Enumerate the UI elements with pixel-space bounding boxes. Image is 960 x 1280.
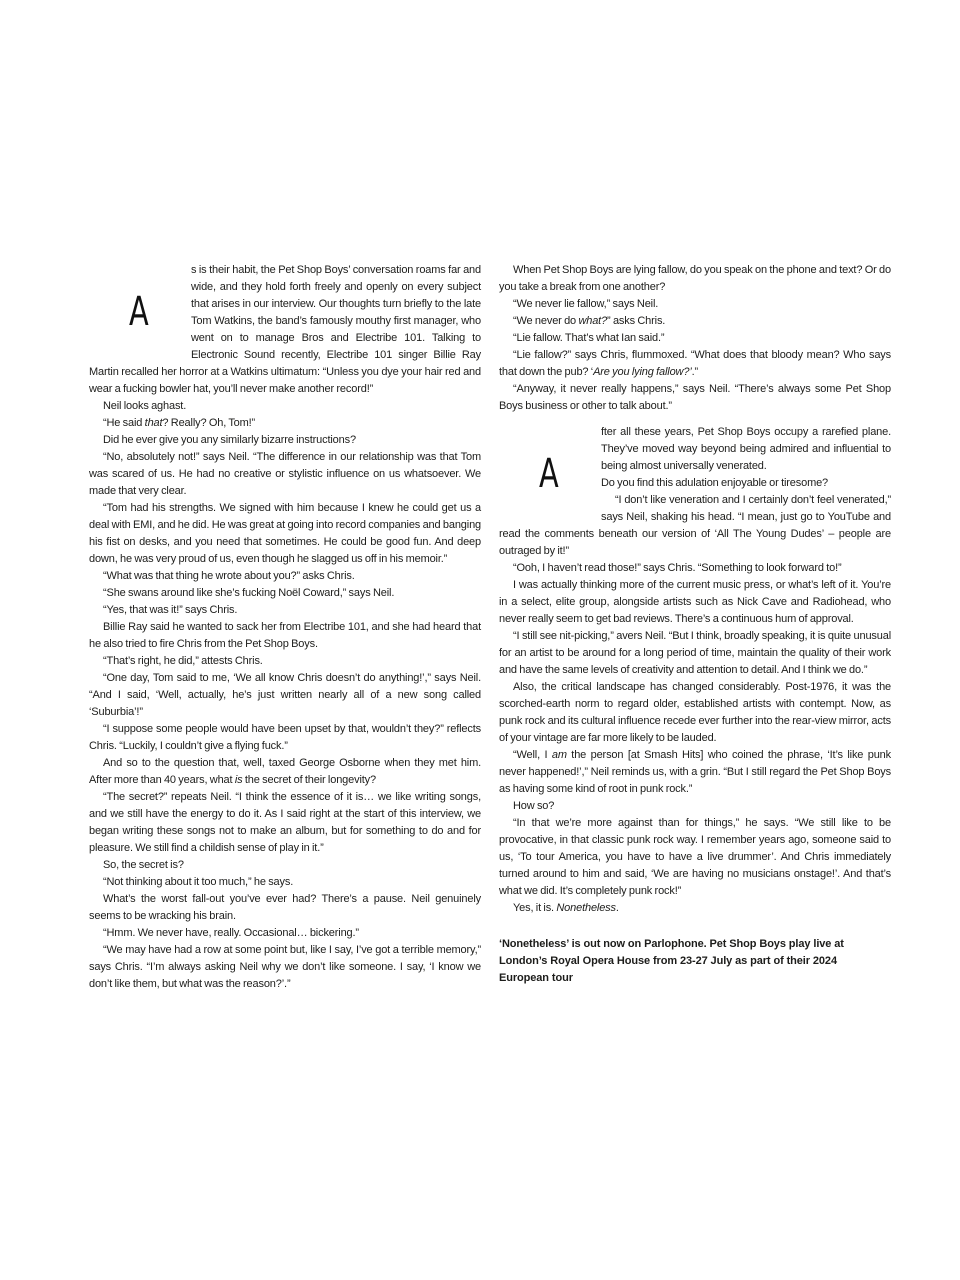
drop-cap-letter: A — [129, 289, 149, 335]
article-paragraph: “We may have had a row at some point but, like I say, I’ve got a terrible memory,” says Chris. “I’m always asking Neil why we don’t like someone. I say, ‘I know we don’t like them, but what was the reason?’.” — [89, 944, 481, 990]
drop-cap-block — [499, 424, 601, 526]
article-paragraph: “The secret?” repeats Neil. “I think the essence of it is… we like writing songs, and we still have the energy to do it. As I said right at the start of this interview, we began writing these songs not to make an album, but for something to do and for pleasure. We still find a childish sense of play in it.” — [89, 791, 481, 854]
article-paragraph: How so? — [513, 800, 555, 812]
article-paragraph: “What was that thing he wrote about you?” asks Chris. — [103, 570, 355, 582]
article-paragraph: Did he ever give you any similarly bizarre instructions? — [103, 434, 356, 446]
article-paragraph: “I still see nit-picking,” avers Neil. “But I think, broadly speaking, it is quite unusual for an artist to be around for a long period of time, maintain the quality of their work and have the same levels of creativity and attention to detail. And I think we do.” — [499, 630, 891, 676]
article-paragraph: “Anyway, it never really happens,” says Neil. “There’s always some Pet Shop Boys business or other to talk about.” — [499, 383, 891, 412]
article-paragraph: “He said that? Really? Oh, Tom!” — [103, 417, 256, 429]
article-paragraph: Billie Ray said he wanted to sack her from Electribe 101, and she had heard that he also tried to fire Chris from the Pet Shop Boys. — [89, 621, 481, 650]
article-paragraph: “She swans around like she’s fucking Noël Coward,” says Neil. — [103, 587, 395, 599]
article-paragraph: “Yes, that was it!” says Chris. — [103, 604, 238, 616]
article-right-column — [499, 262, 891, 987]
article-paragraph: “One day, Tom said to me, ‘We all know Chris doesn’t do anything!’,” says Neil. “And I said, ‘Well, actually, he’s just written nearly all of a new song called ‘Suburbia’!” — [89, 672, 481, 718]
article-paragraph: When Pet Shop Boys are lying fallow, do you speak on the phone and text? Or do you take a break from one another? — [499, 264, 891, 293]
article-paragraph: fter all these years, Pet Shop Boys occupy a rarefied plane. They’ve moved way beyond being admired and influential to being almost universally venerated. — [601, 426, 891, 472]
article-paragraph: Yes, it is. Nonetheless. — [513, 902, 619, 914]
article-paragraph: “Tom had his strengths. We signed with him because I knew he could get us a deal with EMI, and he did. He was great at going into record companies and banging his fist on desks, and you need that sometimes. He could be good fun. And deep down, he was very proud of us, even though he slagged us off in his memoir.” — [89, 502, 481, 565]
article-paragraph: “I don’t like veneration and I certainly don’t feel venerated,” says Neil, shaking his head. “I mean, just go to YouTube and read the comments beneath our version of ‘All The Young Dudes’ – people are outraged by it!” — [499, 494, 891, 557]
article-paragraph: Also, the critical landscape has changed considerably. Post-1976, it was the scorched-earth norm to regard older, established artists with contempt. Now, as punk rock and its cultural influence recede ever further into the rear-view mirror, acts of your vintage are far more likely to be lauded. — [499, 681, 891, 744]
article-paragraph: What’s the worst fall-out you’ve ever had? There’s a pause. Neil genuinely seems to be wracking his brain. — [89, 893, 481, 922]
article-paragraph: “In that we’re more against than for things,” he says. “We still like to be provocative, in that classic punk rock way. I remember years ago, someone said to us, ‘To tour America, you have to have a live drummer’. And Chris immediately turned around to him and said, ‘We are having no musicians onstage!’. And that’s what we did. It’s completely punk rock!” — [499, 817, 891, 897]
article-paragraph: “Not thinking about it too much,” he says. — [103, 876, 294, 888]
article-paragraph: “We never do what?” asks Chris. — [513, 315, 666, 327]
article-paragraph: “Well, I am the person [at Smash Hits] who coined the phrase, ‘It’s like punk never happened!’,” Neil reminds us, with a grin. “But I still regard the Pet Shop Boys as having some kind of root in punk rock.” — [499, 749, 891, 795]
release-info-credit: ‘Nonetheless’ is out now on Parlophone. Pet Shop Boys play live at London’s Royal Opera House from 23-27 July as part of their 2024 European tour — [499, 938, 844, 984]
article-paragraph: And so to the question that, well, taxed George Osborne when they met him. After more than 40 years, what is the secret of their longevity? — [89, 757, 481, 786]
article-paragraph: “Lie fallow?” says Chris, flummoxed. “What does that bloody mean? Who says that down the pub? ‘Are you lying fallow?’.” — [499, 349, 891, 378]
drop-cap-block — [89, 262, 191, 362]
article-paragraph: Do you find this adulation enjoyable or tiresome? — [601, 477, 829, 489]
article-paragraph: Neil looks aghast. — [103, 400, 187, 412]
article-paragraph: “That’s right, he did,” attests Chris. — [103, 655, 263, 667]
article-left-column — [89, 262, 481, 993]
article-paragraph: “We never lie fallow,” says Neil. — [513, 298, 659, 310]
article-paragraph: So, the secret is? — [103, 859, 184, 871]
article-paragraph: “No, absolutely not!” says Neil. “The difference in our relationship was that Tom was scared of us. He had no creative or stylistic influence on us whatsoever. We made that very clear. — [89, 451, 481, 497]
article-paragraph: “I suppose some people would have been upset by that, wouldn’t they?” reflects Chris. “Luckily, I couldn’t give a flying fuck.” — [89, 723, 481, 752]
article-paragraph: s is their habit, the Pet Shop Boys’ conversation roams far and wide, and they hold forth freely and openly on every subject that arises in our interview. Our thoughts turn briefly to the late Tom Watkins, the band’s famously mouthy first manager, who went on to manage Bros and Electribe 101. Talking to Electronic Sound recently, Electribe 101 singer Billie Ray Martin recalled her horror at a Watkins ultimatum: “Unless you dye your hair red and wear a fucking bowler hat, you’ll never make another record!” — [89, 264, 481, 395]
article-paragraph: “Ooh, I haven’t read those!” says Chris. “Something to look forward to!” — [513, 562, 842, 574]
drop-cap-letter: A — [539, 451, 559, 497]
article-paragraph: “Lie fallow. That’s what Ian said.” — [513, 332, 665, 344]
article-paragraph: “Hmm. We never have, really. Occasional… bickering.” — [103, 927, 359, 939]
article-paragraph: I was actually thinking more of the current music press, or what’s left of it. You’re in a select, elite group, alongside artists such as Nick Cave and Radiohead, who never really seem to get bad reviews. There’s a continuous hum of approval. — [499, 579, 891, 625]
